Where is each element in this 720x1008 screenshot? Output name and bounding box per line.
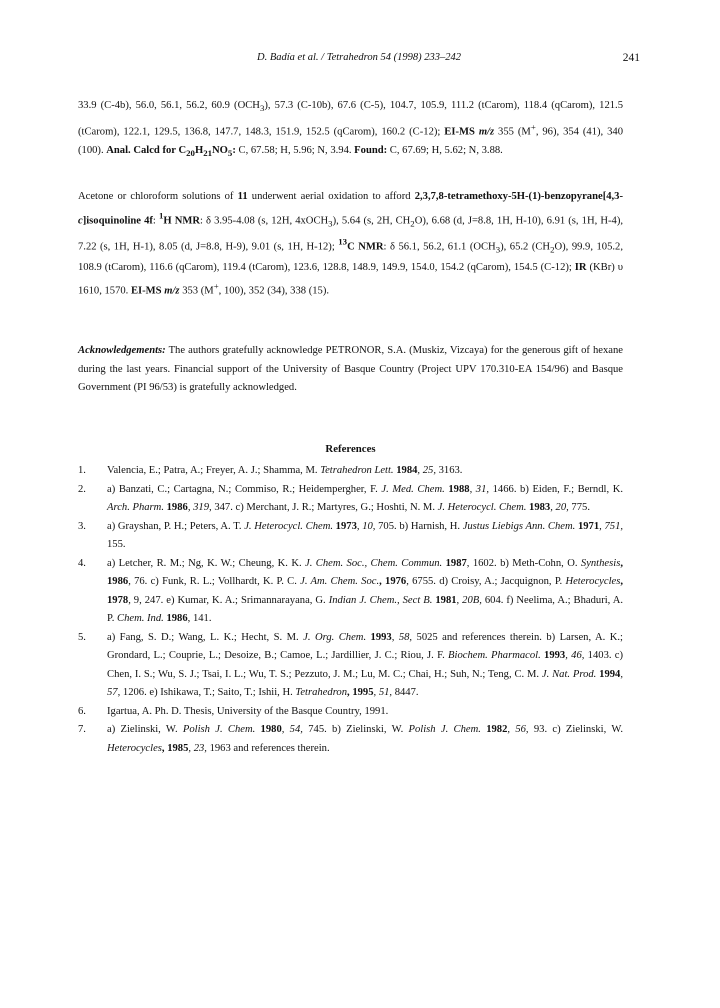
reference-number: 6.	[78, 705, 86, 717]
text: Acetone or chloroform solutions of	[78, 191, 238, 202]
text: 745. b) Zielinski, W.	[302, 724, 409, 735]
formula-part: NO	[212, 144, 228, 156]
subscript: 20	[186, 147, 195, 158]
ms-label: EI-MS	[444, 126, 479, 138]
references-heading: References	[325, 443, 376, 455]
journal: Tetrahedron	[295, 687, 348, 698]
text: : δ 56.1, 56.2, 61.1 (OCH	[383, 241, 496, 253]
volume: , 319,	[187, 502, 212, 513]
text: Igartua, A. Ph. D. Thesis, University of the Basque Country, 1991.	[107, 705, 389, 717]
reference-number: 4.	[78, 557, 86, 569]
text: 604. f) Neelima, A.; Bhaduri, A. P.	[107, 594, 624, 624]
volume: , 46,	[565, 650, 585, 661]
mz-label: m/z	[478, 126, 495, 138]
acknowledgements-text: The authors gratefully acknowledge PETRONOR, S.A. (Muskiz, Vizcaya) for the generous gift of hexane during the last years. Financial support of the University of Basque Country (Project UPV 170.310-EA 154/96) and Basque Government (PI 96/53) is gratefully acknowledged.	[78, 345, 623, 393]
journal: Heterocycles	[565, 576, 621, 587]
acknowledgements-paragraph	[78, 342, 623, 398]
year: 1971	[575, 520, 600, 532]
volume: , 51,	[373, 687, 393, 698]
formula-part: H	[194, 144, 204, 156]
volume: , 31,	[469, 483, 490, 495]
subscript: 2	[550, 244, 555, 255]
year: 1987	[442, 557, 467, 569]
text: a) Fang, S. D.; Wang, L. K.; Hecht, S. M.	[107, 631, 304, 643]
reference-item	[78, 481, 623, 518]
page-number: 241	[622, 52, 640, 64]
ms-label: EI-MS	[130, 285, 165, 297]
superscript: 1	[158, 210, 164, 221]
text: Valencia, E.; Patra, A.; Freyer, A. J.; Shamma, M.	[107, 465, 321, 476]
compound-name-italic: c	[78, 215, 83, 227]
journal: J. Nat. Prod.	[541, 668, 597, 680]
year: 1994	[596, 668, 621, 680]
volume: , 25,	[417, 465, 436, 476]
text: 705. b) Harnish, H.	[375, 520, 463, 532]
year: 1993	[540, 650, 566, 661]
year: , 1985	[161, 742, 189, 754]
reference-number: 7.	[78, 724, 86, 735]
pages: 155.	[107, 539, 126, 550]
pages: 8447.	[392, 687, 419, 698]
year: 1986	[163, 613, 188, 624]
pages: 1963 and references therein.	[206, 742, 330, 754]
year: , 1986	[107, 557, 623, 587]
year: 1981	[432, 594, 457, 606]
text: 347. c) Merchant, J. R.; Martyres, G.; Hoshti, N. M.	[211, 502, 438, 513]
pages: 775.	[568, 502, 590, 513]
journal: Justus Liebigs Ann. Chem.	[462, 520, 576, 532]
subscript: 5	[227, 147, 233, 158]
subscript: 21	[203, 147, 213, 158]
journal: J. Org. Chem.	[303, 631, 367, 643]
text: underwent aerial oxidation to afford	[247, 191, 415, 202]
text: 353 (M	[179, 285, 214, 297]
mz-label: m/z	[164, 285, 180, 297]
text: , 9, 247. e) Kumar, K. A.; Srimannarayana, G.	[128, 594, 329, 606]
year: 1988	[444, 483, 470, 495]
pages: 3163.	[435, 465, 463, 476]
text: , 1602. b) Meth-Cohn, O.	[466, 557, 581, 569]
text: a) Banzati, C.; Cartagna, N.; Commiso, R.; Heidempergher, F.	[107, 483, 382, 495]
text: :	[152, 215, 159, 227]
text: 93. c) Zielinski, W.	[528, 724, 623, 735]
year: 1993	[366, 631, 392, 643]
year: , 1976	[379, 576, 407, 587]
running-title: D. Badía et al. / Tetrahedron 54 (1998) 233–242	[257, 52, 461, 63]
volume: , 20B,	[456, 594, 482, 606]
subscript: 3	[495, 244, 501, 255]
reference-item	[78, 703, 623, 722]
volume: , 751,	[599, 520, 624, 532]
year: 1982	[480, 724, 508, 735]
year: 1986	[163, 502, 188, 513]
text: C, 67.69; H, 5.62; N, 3.88.	[387, 144, 503, 156]
text: O), 6.68 (d, J=8.8, 1H, H-10), 6.91 (s, 1H, H-4), 7.22 (s, 1H, H-1), 8.05 (d, J=8.8, H-9), 9.01 (s, 1H, H-12);	[78, 215, 624, 253]
text: , 6755. d) Croisy, A.; Jacquignon, P.	[406, 576, 566, 587]
reference-number: 2.	[78, 483, 86, 495]
running-header	[78, 52, 640, 68]
acknowledgements-heading: Acknowledgements:	[78, 345, 166, 356]
anal-label: Anal. Calcd for C	[106, 144, 187, 156]
journal: J. Chem. Soc., Chem. Commun.	[305, 557, 443, 569]
journal: Indian J. Chem., Sect B.	[328, 594, 433, 606]
compound-name: ]isoquinoline 4f	[82, 215, 153, 227]
text: a) Grayshan, P. H.; Peters, A. T.	[107, 520, 245, 532]
text: a) Zielinski, W.	[107, 724, 183, 735]
text: 33.9 (C-4b), 56.0, 56.1, 56.2, 60.9 (OCH	[78, 100, 260, 111]
year: 1973	[333, 520, 357, 532]
reference-number: 5.	[78, 631, 86, 643]
year: , 1995	[347, 687, 374, 698]
subscript: 3	[328, 218, 333, 229]
text: a) Letcher, R. M.; Ng, K. W.; Cheung, K. K.	[107, 557, 306, 569]
year: 1980	[255, 724, 282, 735]
journal: Heterocycles	[107, 742, 162, 754]
text: 355 (M	[494, 126, 531, 138]
journal: Chem. Ind.	[117, 613, 164, 624]
year: 1983	[526, 502, 551, 513]
subscript: 2	[410, 218, 415, 229]
text: 1206. e) Ishikawa, T.; Saito, T.; Ishii, H.	[120, 687, 296, 698]
journal: Polish J. Chem.	[408, 724, 481, 735]
text: (KBr) υ 1610, 1570.	[78, 261, 623, 297]
journal: Biochem. Pharmacol.	[448, 650, 541, 661]
compound-name: 2,3,7,8-tetramethoxy-5H-(1)-benzopyrane[4,3-	[414, 191, 623, 202]
reference-item	[78, 518, 623, 555]
hnmr-label: H NMR	[163, 215, 201, 227]
volume: , 56,	[507, 724, 529, 735]
cnmr-label: C NMR	[347, 241, 384, 253]
volume: , 58,	[391, 631, 413, 643]
volume: , 57,	[107, 668, 624, 698]
volume: , 23,	[188, 742, 207, 754]
journal: Synthesis	[580, 557, 621, 569]
reference-item	[78, 629, 623, 703]
journal: J. Am. Chem. Soc.	[300, 576, 380, 587]
superscript: +	[530, 121, 536, 132]
journal: J. Med. Chem.	[381, 483, 445, 495]
journal: Polish J. Chem.	[182, 724, 256, 735]
journal: J. Heterocycl. Chem.	[244, 520, 333, 532]
volume: , 54,	[281, 724, 303, 735]
year: 1984	[393, 465, 418, 476]
text: C, 67.58; H, 5.96; N, 3.94.	[235, 144, 355, 156]
journal: Tetrahedron Lett.	[320, 465, 394, 476]
text: , 76. c) Funk, R. L.; Vollhardt, K. P. C.	[128, 576, 301, 587]
reference-item	[78, 462, 623, 481]
subscript: 3	[259, 103, 265, 114]
found-label: Found:	[354, 144, 388, 156]
reference-item	[78, 721, 623, 758]
text: ), 65.2 (CH	[500, 241, 551, 253]
superscript: 13	[338, 236, 348, 247]
text: 5025 and references therein. b) Larsen, A. K.; Grondard, L.; Couprie, L.; Desoize, B.; Camoe, L.; Jardillier, J. C.; Riou, J. F.	[107, 631, 623, 661]
text: ), 57.3 (C-10b), 67.6 (C-5), 104.7, 105.9, 111.2 (tCarom), 118.4 (qCarom), 121.5 (tCarom), 122.1, 129.5, 136.8, 147.7, 148.3, 151.9, 152.5 (qCarom), 160.2 (C-12);	[78, 100, 624, 138]
text: ), 5.64 (s, 2H, CH	[332, 215, 411, 227]
reference-number: 3.	[78, 520, 86, 532]
superscript: +	[213, 281, 219, 292]
compound-number: 11	[237, 191, 248, 202]
text: : δ 3.95-4.08 (s, 12H, 4xOCH	[200, 215, 329, 227]
volume: , 20,	[550, 502, 569, 513]
journal: Arch. Pharm.	[107, 502, 164, 513]
volume: , 10,	[356, 520, 376, 532]
formula-part: :	[232, 144, 236, 156]
year: , 1978	[107, 576, 623, 606]
text: 1466. b) Eiden, F.; Berndl, K.	[489, 483, 623, 495]
ir-label: IR	[574, 261, 587, 273]
text: 1403. c) Chen, I. S.; Wu, S. J.; Tsai, I. L.; Wu, T. S.; Pezzuto, J. M.; Lu, M. C.; Chai, H.; Suh, N.; Teng, C. M.	[107, 650, 624, 680]
journal: J. Heterocycl. Chem.	[437, 502, 527, 513]
oxidation-paragraph	[78, 188, 623, 301]
spectral-data-paragraph	[78, 97, 623, 162]
text: O), 99.9, 105.2, 108.9 (tCarom), 116.6 (qCarom), 119.4 (tCarom), 123.6, 128.8, 148.9, 149.9, 154.0, 154.2 (qCarom), 154.5 (C-12);	[78, 241, 623, 273]
reference-number: 1.	[78, 465, 86, 476]
text: , 96), 354 (41), 340 (100).	[78, 126, 624, 156]
text: , 100), 352 (34), 338 (15).	[218, 285, 330, 297]
references-list	[78, 462, 623, 758]
reference-item	[78, 555, 623, 629]
pages: , 141.	[187, 613, 212, 624]
